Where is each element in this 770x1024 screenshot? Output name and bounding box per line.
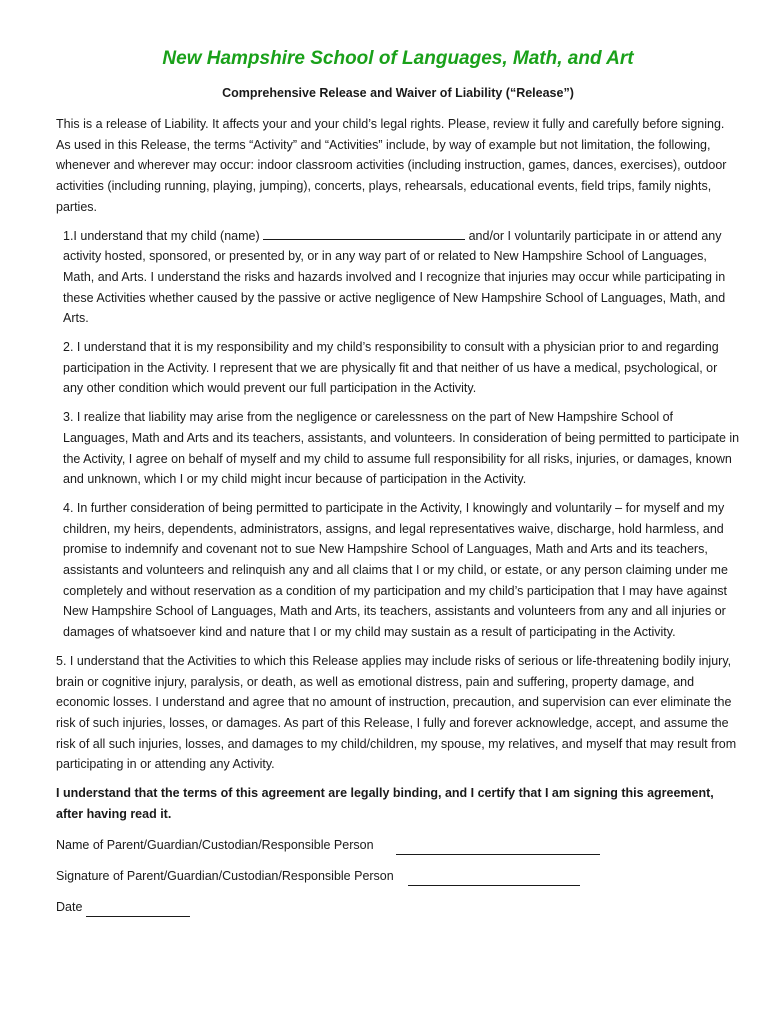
clause-4: 4. In further consideration of being permitted to participate in the Activity, I knowingly and voluntarily – for myself and my children, my heirs, dependents, administrators, assigns, and legal representatives waive, discharge, hold harmless, and promise to indemnify and covenant not to sue New Hampshire School of Languages, Math and Arts and its teachers, assistants and volunteers and relinquish any and all claims that I or my child, or estate, or any person claiming under me completely and without reservation as a condition of my participation and my child’s participation that I may have against New Hampshire School of Languages, Math and Arts, its teachers, assistants and volunteers from any and all injuries or damages of whatsoever kind and nature that I or my child may sustain as a result of participating in the Activity. — [63, 500, 728, 640]
name-field[interactable] — [396, 842, 600, 855]
clause-3: 3. I realize that liability may arise from the negligence or carelessness on the part of New Hampshire School of Languages, Math and Arts and its teachers, assistants, and volunteers. In consideration of being permitted to participate in the Activity, I agree on behalf of myself and my child to assume full responsibility for all risks, injuries, or damages, known and unknown, which I or my child might incur because of participation in the Activity. — [63, 410, 740, 487]
intro-paragraph: This is a release of Liability. It affects your and your child’s legal rights. Please, review it fully and carefully before signing. As used in this Release, the terms “Activity” and “Activities” include, by way of example but not limitation, the following, whenever and wherever may occur: indoor classroom activities (including instruction, games, dances, exercises), outdoor activities (including running, playing, jumping), concerts, plays, rehearsals, educational events, field trips, family nights, parties. — [56, 117, 727, 214]
clause-5: 5. I understand that the Activities to which this Release applies may include risks of serious or life-threatening bodily injury, brain or cognitive injury, paralysis, or death, as well as emotional distress, pain and suffering, property damage, and economic losses. I understand and agree that no amount of instruction, precaution, and supervision can ever eliminate the risk of such injuries, losses, or damages. As part of this Release, I fully and forever acknowledge, accept, and assume the risk of all such injuries, losses, and damages to my child/children, my spouse, my relatives, and myself that may result from participating in or attending any Activity. — [56, 653, 737, 772]
clause-1-text-before: 1.I understand that my child (name) — [63, 228, 264, 243]
name-line — [56, 835, 740, 855]
clause-1 — [56, 226, 740, 330]
clause-2: 2. I understand that it is my responsibility and my child’s responsibility to consult with a physician prior to and regarding participation in the Activity. I represent that we are physically fit and that neither of us have a medical, psychological, or any other condition which would prevent our full participation in the Activity. — [63, 340, 719, 396]
certification-statement: I understand that the terms of this agreement are legally binding, and I certify that I am signing this agreement, after having read it. — [56, 786, 714, 821]
date-label: Date — [56, 899, 83, 914]
clause-1-text-after: and/or I voluntarily participate in or attend any activity hosted, sponsored, or presented by, or in any way part of or related to New Hampshire School of Languages, Math, and Arts. I understand the risks and hazards involved and I recognize that injuries may occur while participating in these Activities whether caused by the passive or active negligence of New Hampshire School of Languages, Math, and Arts. — [63, 228, 726, 326]
document-subtitle: Comprehensive Release and Waiver of Liability (“Release”) — [222, 86, 574, 100]
date-field[interactable] — [86, 904, 190, 917]
child-name-field[interactable] — [263, 227, 465, 240]
name-label: Name of Parent/Guardian/Custodian/Responsible Person — [56, 837, 374, 852]
signature-label: Signature of Parent/Guardian/Custodian/Responsible Person — [56, 868, 394, 883]
signature-line — [56, 866, 740, 886]
school-title: New Hampshire School of Languages, Math, and Art — [162, 48, 634, 69]
date-line — [56, 897, 740, 917]
signature-field[interactable] — [408, 873, 580, 886]
